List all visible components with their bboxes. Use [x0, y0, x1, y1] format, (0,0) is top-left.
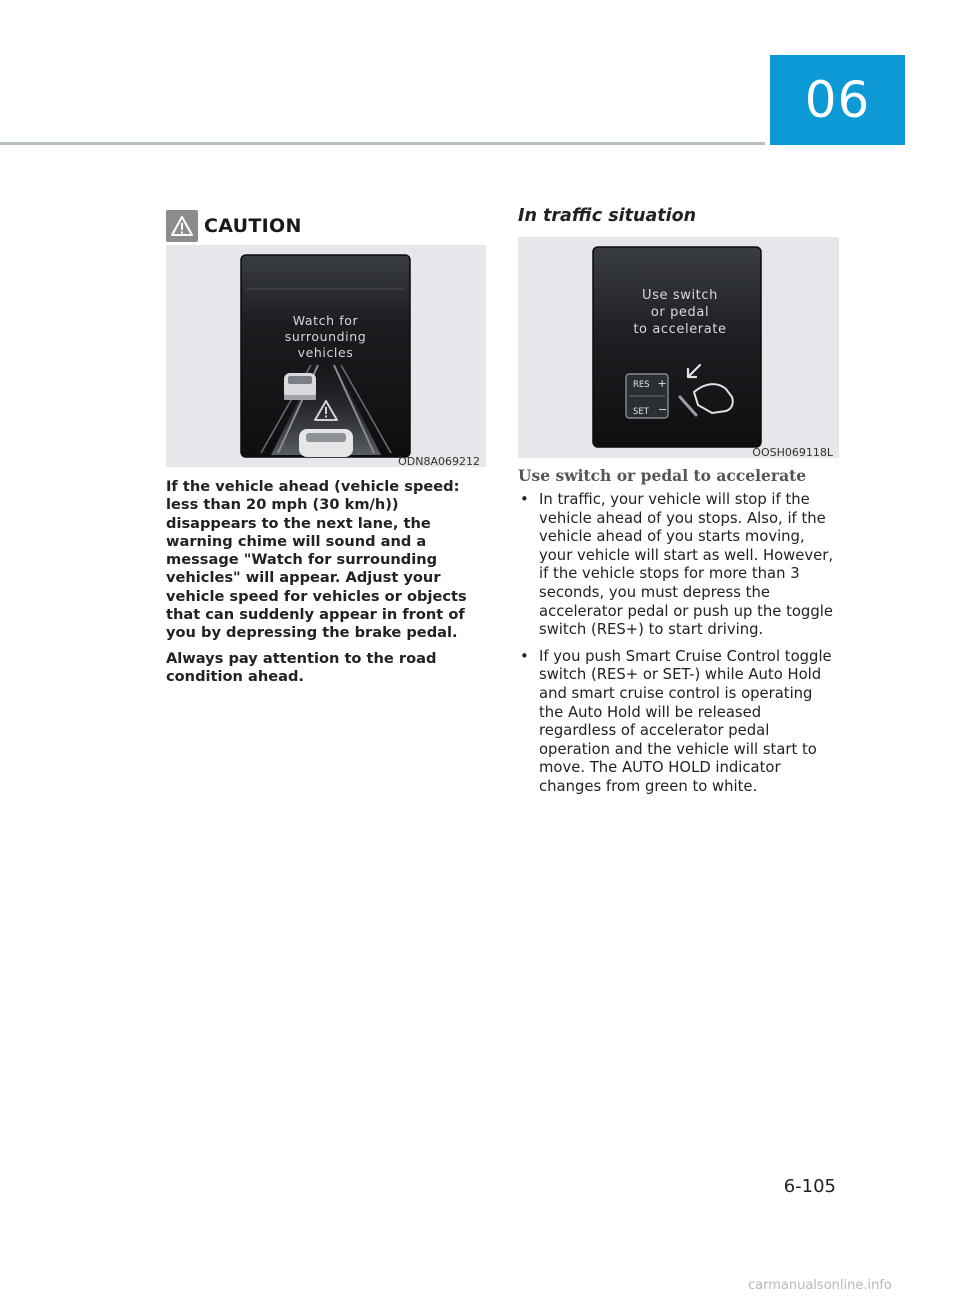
- car-ahead-icon: [284, 373, 316, 400]
- toggle-switch-icon: [626, 374, 668, 418]
- warning-icon: [166, 210, 198, 242]
- subsection-title: Use switch or pedal to accelerate: [518, 466, 807, 485]
- list-item: • If you push Smart Cruise Control toggle switch (RES+ or SET-) while Auto Hold and smart cruise control is operating the Auto Hold will be released regardless of accelerator pedal operation and the vehicle will start to move. The AUTO HOLD indicator changes from green to white.: [518, 648, 840, 797]
- watermark: carmanualsonline.info: [748, 1278, 892, 1293]
- page-number: 6-105: [783, 1176, 836, 1197]
- list-item: • In traffic, your vehicle will stop if the vehicle ahead of you stops. Also, if the vehicle ahead of you starts moving, your vehicle will start as well. However, if the vehicle stops for more than 3 seconds, you must depress the accelerator pedal or push up the toggle switch (RES+) to start driving.: [518, 491, 840, 640]
- caution-figure: [166, 245, 486, 467]
- caution-body: [166, 478, 486, 693]
- cluster-display-watch: [166, 245, 486, 467]
- caution-paragraph: Always pay attention to the road condition ahead.: [166, 649, 437, 685]
- bullet-list: [518, 491, 840, 805]
- caution-label: CAUTION: [204, 215, 302, 237]
- traffic-figure: [518, 237, 839, 458]
- caution-paragraph: If the vehicle ahead (vehicle speed: less than 20 mph (30 km/h)) disappears to the next lane, the warning chime will sound and a message "Watch for surrounding vehicles" will appear. Adjust your vehicle speed for vehicles or objects that can suddenly appear in front of you by depressing the brake pedal.: [166, 478, 467, 642]
- screen-line-1: Watch for: [292, 313, 359, 328]
- screen-line-1: Use switch: [642, 288, 718, 303]
- header-rule: [0, 142, 765, 145]
- res-label: RES: [633, 380, 650, 390]
- cluster-display-accelerate: [518, 237, 839, 458]
- screen-line-2: or pedal: [650, 305, 710, 320]
- svg-text:+: +: [657, 377, 667, 390]
- chapter-number: 06: [804, 71, 871, 129]
- caution-heading: [166, 210, 302, 242]
- figure-code: OOSH069118L: [752, 446, 833, 459]
- chapter-tab: [770, 55, 905, 145]
- screen-line-2: surrounding: [284, 329, 367, 344]
- section-title: In traffic situation: [518, 206, 697, 226]
- figure-code: ODN8A069212: [398, 455, 480, 468]
- screen-line-3: vehicles: [297, 345, 354, 360]
- svg-text:−: −: [658, 403, 668, 416]
- set-label: SET: [633, 407, 649, 417]
- own-car-icon: [299, 429, 353, 457]
- screen-line-3: to accelerate: [633, 322, 727, 337]
